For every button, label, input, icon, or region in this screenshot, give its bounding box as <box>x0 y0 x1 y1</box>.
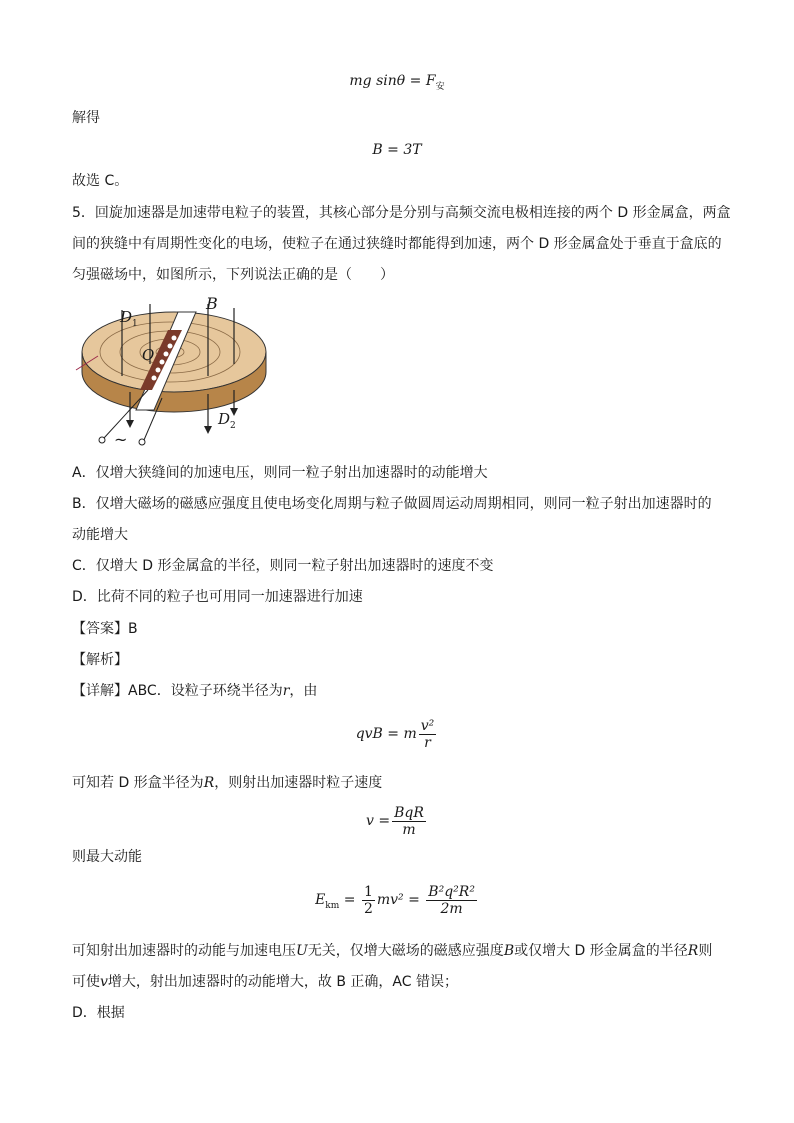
equation-force-balance: mg $\sin\theta = F_安$ <box>349 73 445 92</box>
d-line: D．根据 <box>72 1005 125 1021</box>
answer <box>72 619 722 639</box>
max-ke-label: 则最大动能 <box>72 849 142 865</box>
equation-b-value: B = 3T <box>372 142 422 158</box>
option-c: C．仅增大 D 形金属盒的半径，则同一粒子射出加速器时的速度不变 <box>72 558 494 574</box>
label-b: B <box>206 294 218 313</box>
fraction: $\frac{\text{B²q²R²}}{2m}$ <box>428 883 475 917</box>
label-ac: ~ <box>114 430 128 449</box>
answer-value: B <box>128 621 138 637</box>
answer-label: 【答案】 <box>72 621 128 637</box>
option-d: D．比荷不同的粒子也可用同一加速器进行加速 <box>72 589 363 605</box>
cyclotron-figure <box>70 294 280 454</box>
detail-tail: ，由 <box>289 683 318 699</box>
equation-lorentz <box>72 716 722 756</box>
arrow-down-icon <box>204 426 212 434</box>
analysis-label: 【解析】 <box>72 652 128 668</box>
conclusion-line-1: 可知射出加速器时的动能与加速电压U无关，仅增大磁场的磁感应强度B或仅增大 D 形金属盒的半径R则 <box>72 943 713 959</box>
label-d2: $D_2$ <box>218 410 236 431</box>
fraction: $\frac{1}{2}$ <box>363 883 373 917</box>
eq-lhs: mg sinθ <box>349 73 406 89</box>
eq-qvb-lhs: qvB = m <box>355 726 417 742</box>
fraction: $\frac{\text{BqR}}{m}$ <box>394 804 424 838</box>
detail-label: 【详解】 <box>72 683 128 699</box>
question-5-line-3: 匀强磁场中，如图所示，下列说法正确的是（ ） <box>72 267 394 283</box>
label-o: O <box>142 346 155 364</box>
eq-rhs-sub: 安 <box>435 81 445 92</box>
detail-var: r <box>282 683 290 699</box>
option-a: A．仅增大狭缝间的加速电压，则同一粒子射出加速器时的动能增大 <box>72 465 488 481</box>
question-5-line-2: 间的狭缝中有周期性变化的电场，使粒子在通过狭缝时都能得到加速，两个 D 形金属盒处于垂直于盒底的 <box>72 236 722 252</box>
eq-rhs: F <box>425 73 436 89</box>
fraction: $\frac{\text{v²}}{r}$ <box>420 717 435 751</box>
detail-text: ABC．设粒子环绕半径为 <box>128 683 283 699</box>
question-5-line-1: 5．回旋加速器是加速带电粒子的装置，其核心部分是分别与高频交流电极相连接的两个 D 形金属盒，两盒 <box>72 205 731 221</box>
conclusion-line-2: 可使v增大，射出加速器时的动能增大，故 B 正确，AC 错误； <box>72 974 458 990</box>
equation-velocity: v = $\frac{\text{BqR}}{m}$ <box>366 804 424 838</box>
terminal <box>99 437 105 443</box>
cyclotron-diagram <box>70 294 280 454</box>
arrow-down-icon <box>126 420 134 428</box>
option-b-line-2: 动能增大 <box>72 527 128 543</box>
choose-c: 故选 C。 <box>72 173 129 189</box>
option-b-line-1: B．仅增大磁场的磁感应强度且使电场变化周期与粒子做圆周运动周期相同，则同一粒子射出加速器时的 <box>72 496 712 512</box>
detail-line <box>72 681 722 701</box>
label-d1: $D_1$ <box>120 308 138 329</box>
solve-label: 解得 <box>72 110 100 126</box>
radius-line: 可知若 D 形盒半径为R，则射出加速器时粒子速度 <box>72 775 383 791</box>
equation-kinetic-energy: $E_{km}$ = $\frac{1}{2}$ mv² = $\frac{\text{B²q²R²}}{2m}$ <box>315 883 475 917</box>
terminal <box>139 439 145 445</box>
